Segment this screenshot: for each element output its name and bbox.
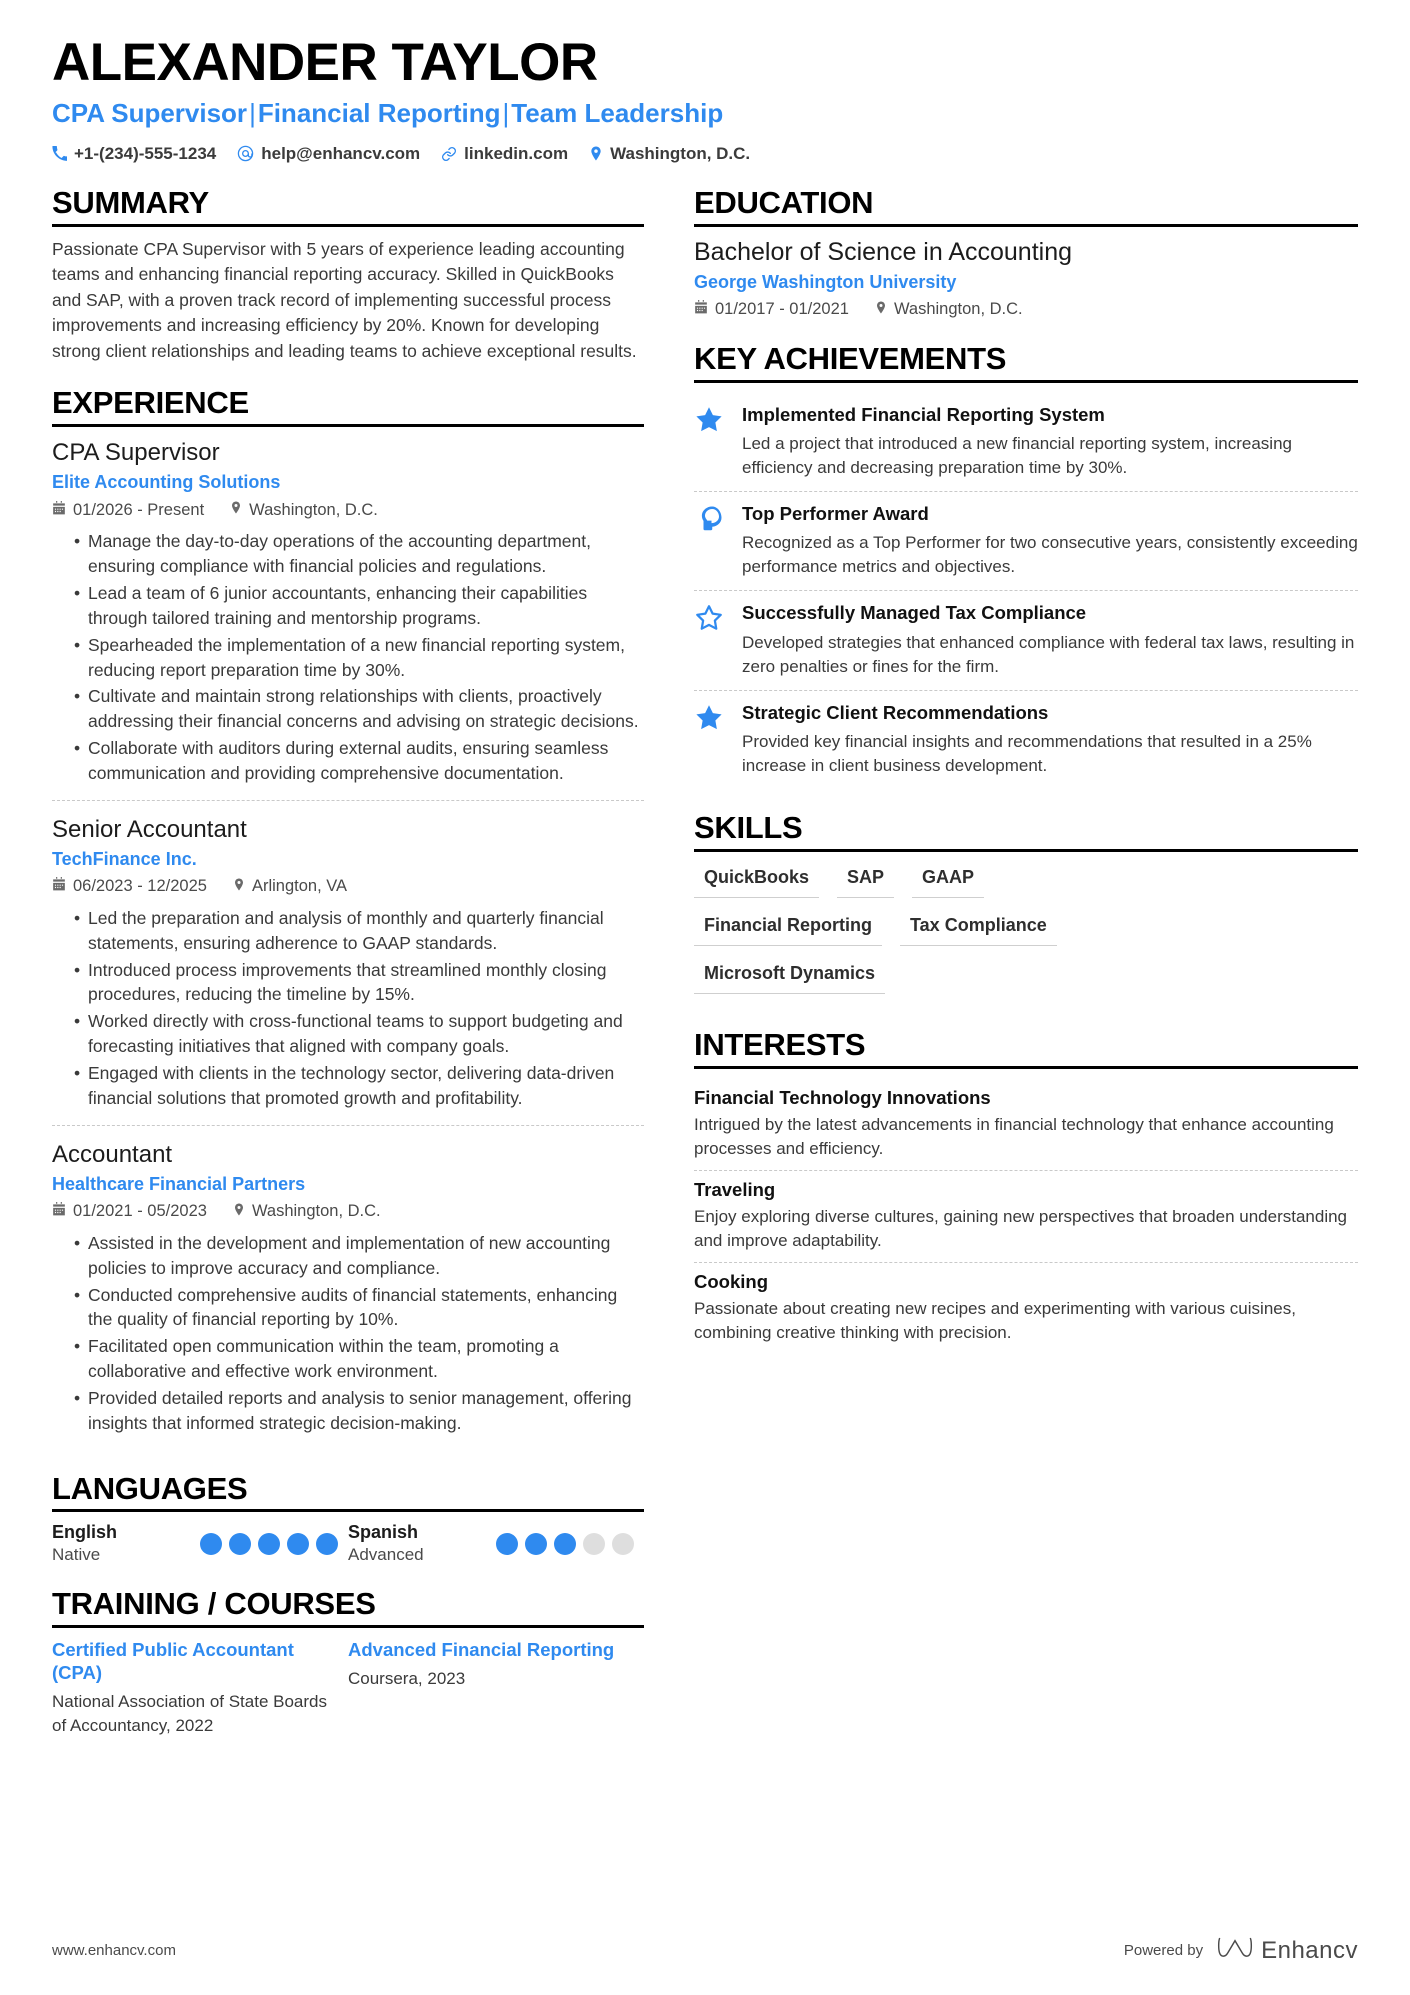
right-column [672,186,1358,1376]
section-title-interests: INTERESTS [694,1026,866,1062]
achievement-title: Top Performer Award [742,503,929,525]
skill-chip: SAP [837,862,894,898]
achievement-title: Implemented Financial Reporting System [742,403,1105,425]
training-title[interactable]: Advanced Financial Reporting [348,1639,615,1661]
education-meta [694,300,1358,320]
training-title[interactable]: Certified Public Accountant (CPA) [52,1639,294,1684]
section-rule [52,1509,644,1512]
education-item [694,237,1358,320]
education-location-text: Washington, D.C. [893,300,1023,319]
job-location [233,1202,381,1222]
section-experience [52,386,644,1449]
job-bullet: • Engaged with clients in the technology sector, delivering data-driven financial solutions that promoted growth and profitability. [74,1061,644,1111]
section-title-education: EDUCATION [694,184,874,220]
language-level: Advanced [348,1545,424,1565]
location-pin-icon [233,877,245,897]
job-bullet: • Provided detailed reports and analysis to senior management, offering insights that informed strategic decision-making. [74,1386,644,1436]
language-item [52,1522,348,1565]
rating-dot [496,1533,518,1555]
contact-location [589,144,750,164]
achievement-desc: Led a project that introduced a new financial reporting system, increasing efficiency and decreasing preparation time by 30%. [742,433,1292,477]
job-bullet: • Cultivate and maintain strong relationships with clients, proactively addressing their financial concerns and advising on strategic decisions. [74,684,644,734]
star-outline-icon [694,601,726,678]
job-title: Senior Accountant [52,815,247,843]
interest-item [694,1262,1358,1354]
job-title: Accountant [52,1140,173,1168]
skill-chip: Microsoft Dynamics [694,958,885,994]
enhancv-logo [1217,1934,1358,1967]
section-title-training: TRAINING / COURSES [52,1586,376,1622]
job-title: CPA Supervisor [52,439,220,467]
powered-by-label: Powered by [1123,1942,1204,1959]
section-skills [694,811,1358,1006]
experience-item [52,800,644,1125]
job-company[interactable]: Healthcare Financial Partners [52,1173,306,1194]
skills-row [694,910,1358,958]
language-name: English [52,1522,118,1543]
rating-dot [612,1533,634,1555]
job-location-text: Washington, D.C. [251,1202,381,1221]
page-title: ALEXANDER TAYLOR [52,33,598,92]
rating-dot [554,1533,576,1555]
skills-row [694,958,1358,1006]
enhancv-wordmark: Enhancv [1261,1936,1358,1964]
headline-separator: | [502,98,510,129]
contact-linkedin[interactable] [441,144,568,164]
job-bullet: • Manage the day-to-day operations of the accounting department, ensuring compliance with financial policies and regulations. [74,529,644,579]
enhancv-mark-icon [1217,1934,1253,1967]
email-icon [237,145,254,162]
job-bullets [52,529,644,785]
summary-text: Passionate CPA Supervisor with 5 years of experience leading accounting teams and enhancing financial reporting accuracy. Skilled in QuickBooks and SAP, with a proven track record of implementing successful process improvements and increasing efficiency by 20%. Known for developing strong client relationships and leading teams to achieve exceptional results. [52,238,637,361]
section-rule [52,1625,644,1628]
powered-by [1124,1934,1358,1967]
achievement-item [694,393,1358,491]
achievement-body [742,701,1358,778]
resume-body [52,186,1358,1760]
education-dates [694,300,849,319]
job-bullet: • Led the preparation and analysis of monthly and quarterly financial statements, ensuring adherence to GAAP standards. [74,906,644,956]
language-rating [496,1533,634,1555]
language-rating [200,1533,338,1555]
headline-separator: | [249,98,256,129]
section-education [694,186,1358,320]
job-bullet: • Conducted comprehensive audits of financial statements, enhancing the quality of financial reporting by 10%. [74,1283,644,1333]
training-item [348,1638,644,1738]
rating-dot [258,1533,280,1555]
headline-part-1: Financial Reporting [257,98,501,129]
job-dates [52,501,204,520]
languages-grid [52,1522,644,1565]
contact-bar [52,144,1358,164]
job-bullet: • Collaborate with auditors during external audits, ensuring seamless communication and providing comprehensive documentation. [74,736,644,786]
section-achievements [694,342,1358,789]
job-bullet: • Spearheaded the implementation of a new financial reporting system, reducing report preparation time by 30%. [74,633,644,683]
contact-linkedin-text: linkedin.com [464,143,569,163]
headline-part-0: CPA Supervisor [52,98,248,129]
achievement-desc: Recognized as a Top Performer for two consecutive years, consistently exceeding performance metrics and objectives. [742,533,1358,577]
training-item [52,1638,348,1738]
job-location [233,877,347,897]
headline [52,98,1358,130]
interest-desc: Enjoy exploring diverse cultures, gaining new perspectives that broaden understanding and improve adaptability. [694,1206,1348,1250]
job-dates-text: 01/2021 - 05/2023 [73,1202,207,1221]
rating-dot [287,1533,309,1555]
achievement-item [694,690,1358,789]
achievement-title: Strategic Client Recommendations [742,701,1049,723]
language-text [348,1522,424,1565]
skill-chip: GAAP [912,862,984,898]
location-pin-icon [589,145,603,162]
link-icon [441,146,457,162]
interest-title: Financial Technology Innovations [694,1086,991,1108]
job-location-text: Washington, D.C. [249,500,378,519]
section-title-skills: SKILLS [694,810,803,846]
resume-footer [52,1934,1358,1967]
job-dates-text: 06/2023 - 12/2025 [73,877,207,896]
contact-phone-text: +1-(234)-555-1234 [74,143,217,163]
location-pin-icon [230,500,242,520]
achievement-item [694,590,1358,689]
job-bullet: • Introduced process improvements that streamlined monthly closing procedures, reducing the timeline by 15%. [74,958,644,1008]
interest-item [694,1170,1358,1262]
contact-location-text: Washington, D.C. [610,143,751,163]
section-rule [694,380,1358,383]
interest-title: Traveling [694,1178,776,1200]
experience-item [52,1125,644,1450]
calendar-icon [694,300,708,319]
achievement-item [694,491,1358,590]
language-name: Spanish [348,1522,419,1543]
calendar-icon [52,1202,66,1221]
rating-dot [200,1533,222,1555]
contact-email-text: help@enhancv.com [261,143,421,163]
job-dates [52,877,207,896]
location-pin-icon [875,300,887,320]
star-filled-icon [694,403,726,480]
job-company[interactable]: Elite Accounting Solutions [52,472,281,493]
interest-desc: Passionate about creating new recipes and experimenting with various cuisines, combining creative thinking with precision. [694,1299,1296,1343]
education-location [875,300,1023,320]
section-title-summary: SUMMARY [52,184,209,220]
calendar-icon [52,501,66,520]
interest-desc: Intrigued by the latest advancements in financial technology that enhance accounting processes and efficiency. [694,1114,1334,1158]
education-school[interactable]: George Washington University [694,271,957,292]
skills-row [694,862,1358,910]
job-bullets [52,906,644,1111]
section-languages [52,1472,644,1566]
achievement-desc: Provided key financial insights and recommendations that resulted in a 25% increase in client business development. [742,731,1312,776]
achievement-title: Successfully Managed Tax Compliance [742,602,1087,624]
job-company[interactable]: TechFinance Inc. [52,848,197,869]
job-bullet: • Assisted in the development and implementation of new accounting policies to improve accuracy and compliance. [74,1231,644,1281]
section-title-languages: LANGUAGES [52,1470,248,1506]
section-rule [52,224,644,227]
skill-chip: Financial Reporting [694,910,882,946]
section-rule [694,224,1358,227]
job-meta [52,877,644,897]
resume-header [52,34,1358,164]
job-bullet: • Facilitated open communication within the team, promoting a collaborative and effective work environment. [74,1334,644,1384]
job-dates [52,1202,207,1221]
section-rule [694,849,1358,852]
achievement-desc: Developed strategies that enhanced compliance with federal tax laws, resulting in zero penalties or fines for the firm. [742,632,1355,676]
interest-item [694,1079,1358,1170]
skill-chip: Tax Compliance [900,910,1057,946]
job-dates-text: 01/2026 - Present [73,500,205,519]
contact-email[interactable] [237,144,420,164]
experience-item [52,437,644,800]
job-bullet: • Worked directly with cross-functional teams to support budgeting and forecasting initiatives that aligned with company goals. [74,1009,644,1059]
skill-chip: QuickBooks [694,862,819,898]
section-title-achievements: KEY ACHIEVEMENTS [694,340,1007,376]
achievement-body [742,601,1358,678]
job-meta [52,1202,644,1222]
rating-dot [229,1533,251,1555]
job-meta [52,500,644,520]
training-subtitle: Coursera, 2023 [348,1669,466,1689]
job-location [230,500,378,520]
job-location-text: Arlington, VA [251,877,348,896]
training-grid [52,1638,644,1738]
calendar-icon [52,877,66,896]
section-training [52,1587,644,1738]
job-bullet: • Lead a team of 6 junior accountants, enhancing their capabilities through tailored training and mentorship programs. [74,581,644,631]
language-text [52,1522,117,1565]
education-degree: Bachelor of Science in Accounting [694,237,1073,266]
training-subtitle: National Association of State Boards of Accountancy, 2022 [52,1692,327,1736]
language-item [348,1522,644,1565]
location-pin-icon [233,1202,245,1222]
education-dates-text: 01/2017 - 01/2021 [715,300,849,319]
rating-dot [525,1533,547,1555]
section-rule [52,424,644,427]
star-filled-icon [694,701,726,778]
footer-url[interactable]: www.enhancv.com [52,1942,176,1959]
left-column [52,186,672,1760]
job-bullets [52,1231,644,1436]
section-interests [694,1028,1358,1354]
contact-phone[interactable] [52,144,216,164]
section-title-experience: EXPERIENCE [52,385,249,421]
language-level: Native [52,1545,101,1565]
achievement-body [742,502,1358,579]
achievement-body [742,403,1358,480]
headline-part-2: Team Leadership [511,98,724,129]
rating-dot [583,1533,605,1555]
section-rule [694,1066,1358,1069]
rating-dot [316,1533,338,1555]
phone-icon [52,146,67,161]
section-summary [52,186,644,364]
interest-title: Cooking [694,1271,768,1293]
head-profile-icon [694,502,726,579]
